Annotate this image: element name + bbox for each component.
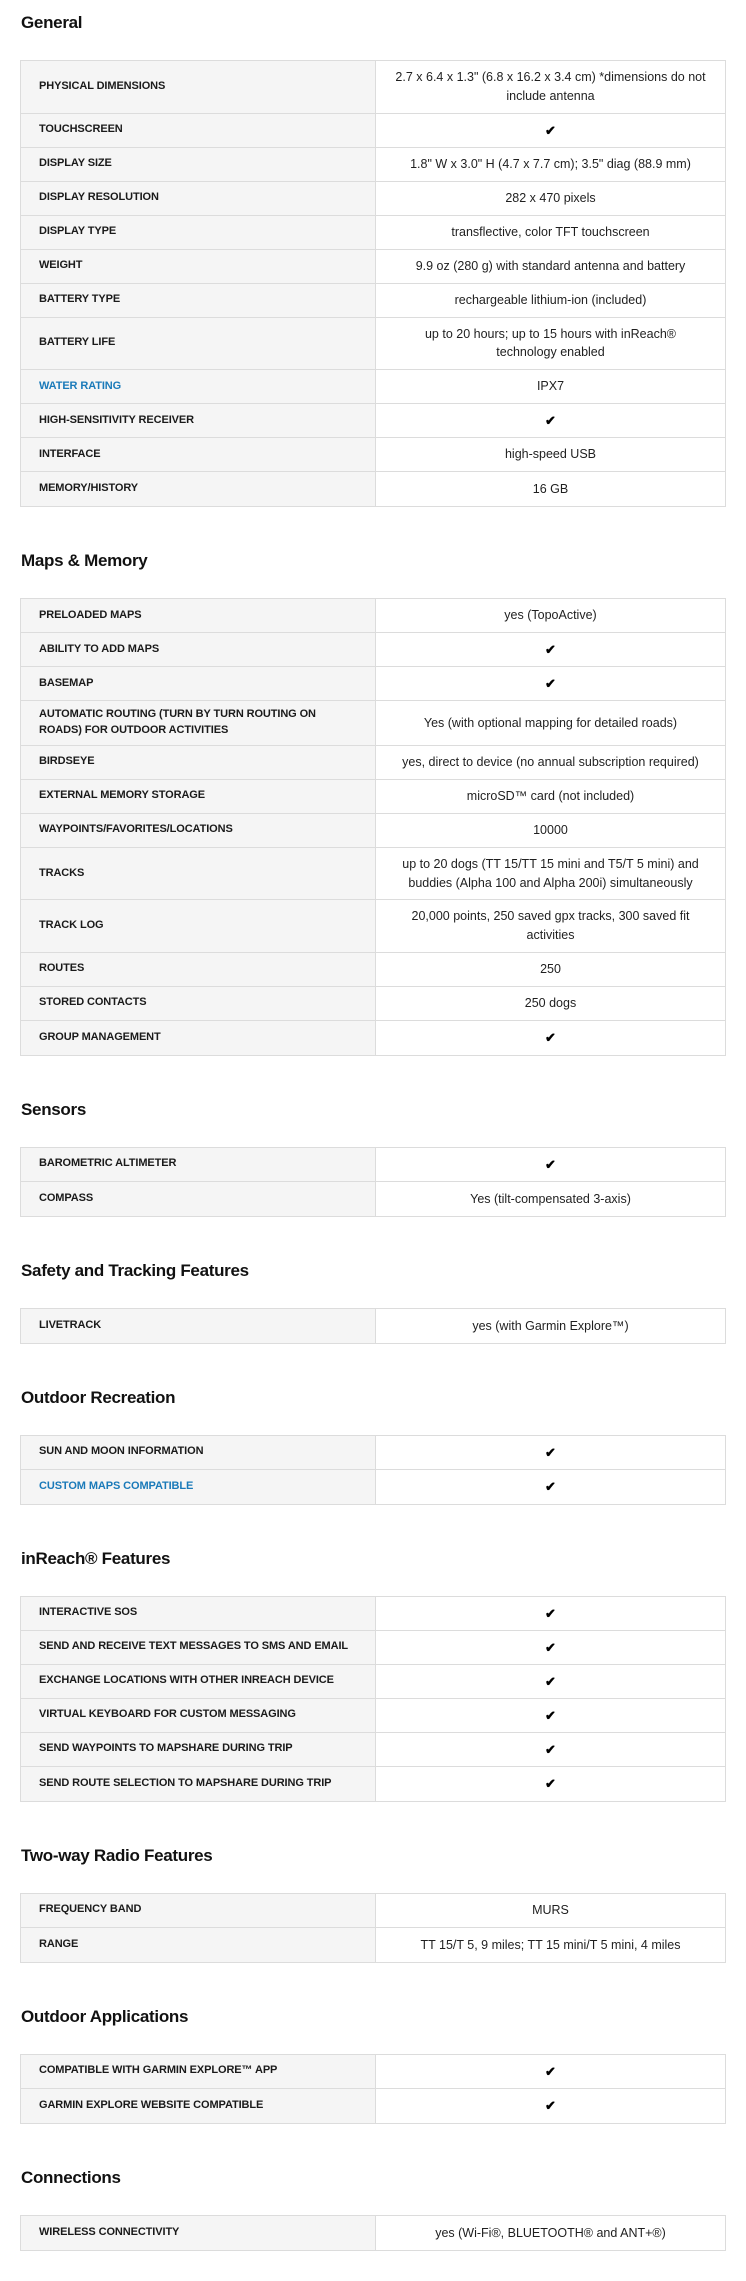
spec-row xyxy=(21,667,725,701)
spec-value-cell xyxy=(376,370,725,403)
spec-value-cell xyxy=(376,1733,725,1766)
spec-row xyxy=(21,148,725,182)
spec-row xyxy=(21,2089,725,2123)
spec-label: EXTERNAL MEMORY STORAGE xyxy=(39,789,205,802)
spec-row xyxy=(21,114,725,148)
spec-row xyxy=(21,318,725,371)
spec-row xyxy=(21,1733,725,1767)
spec-row xyxy=(21,370,725,404)
spec-row xyxy=(21,1928,725,1962)
spec-row xyxy=(21,848,725,901)
spec-table xyxy=(20,1596,726,1802)
spec-label-cell xyxy=(21,953,376,986)
spec-section xyxy=(20,1388,726,1505)
spec-value: 20,000 points, 250 saved gpx tracks, 300 saved fit activities xyxy=(411,909,690,943)
spec-table xyxy=(20,1435,726,1505)
spec-value: up to 20 hours; up to 15 hours with inReach® technology enabled xyxy=(424,326,677,360)
spec-value: 282 x 470 pixels xyxy=(505,190,596,205)
spec-section xyxy=(20,1549,726,1802)
spec-value-cell xyxy=(376,284,725,317)
spec-value-cell xyxy=(376,667,725,700)
spec-label: WAYPOINTS/FAVORITES/LOCATIONS xyxy=(39,823,233,836)
spec-label: INTERFACE xyxy=(39,447,101,460)
spec-value-cell xyxy=(376,148,725,181)
spec-value-cell xyxy=(376,1894,725,1927)
spec-label-cell xyxy=(21,216,376,249)
spec-label-link[interactable]: WATER RATING xyxy=(39,379,122,392)
spec-label-cell xyxy=(21,1182,376,1216)
check-icon: ✔ xyxy=(545,1479,556,1495)
check-icon: ✔ xyxy=(545,2063,556,2079)
spec-row xyxy=(21,701,725,746)
spec-label-cell xyxy=(21,472,376,506)
spec-value: TT 15/T 5, 9 miles; TT 15 mini/T 5 mini, 4 miles xyxy=(420,1937,681,1952)
spec-label-cell xyxy=(21,1148,376,1181)
spec-value-cell xyxy=(376,746,725,779)
spec-value-cell xyxy=(376,2055,725,2088)
spec-row xyxy=(21,404,725,438)
spec-value-cell xyxy=(376,599,725,632)
spec-value-cell xyxy=(376,318,725,370)
spec-label: TOUCHSCREEN xyxy=(39,123,123,136)
check-icon: ✔ xyxy=(545,1741,556,1757)
check-icon: ✔ xyxy=(545,1707,556,1723)
spec-row xyxy=(21,987,725,1021)
spec-section xyxy=(20,13,726,507)
spec-value-cell xyxy=(376,1309,725,1343)
spec-label-cell xyxy=(21,1597,376,1630)
spec-value-cell xyxy=(376,250,725,283)
spec-label: LIVETRACK xyxy=(39,1318,102,1331)
spec-label-cell xyxy=(21,182,376,215)
spec-label-cell xyxy=(21,667,376,700)
spec-row xyxy=(21,284,725,318)
spec-value: 9.9 oz (280 g) with standard antenna and battery xyxy=(415,258,686,273)
spec-label: BATTERY TYPE xyxy=(39,293,121,306)
spec-row xyxy=(21,599,725,633)
check-icon: ✔ xyxy=(545,1776,556,1792)
spec-label-cell xyxy=(21,250,376,283)
spec-row xyxy=(21,1182,725,1216)
check-icon: ✔ xyxy=(545,642,556,657)
spec-row xyxy=(21,1894,725,1928)
section-title: Maps & Memory xyxy=(21,551,148,570)
spec-row xyxy=(21,1767,725,1801)
spec-label-cell xyxy=(21,2089,376,2123)
spec-label-cell xyxy=(21,1928,376,1962)
spec-value: Yes (tilt-compensated 3-axis) xyxy=(470,1191,631,1206)
spec-label-cell xyxy=(21,1665,376,1698)
spec-label-cell xyxy=(21,148,376,181)
spec-label: DISPLAY RESOLUTION xyxy=(39,191,159,204)
spec-label-cell xyxy=(21,1894,376,1927)
spec-table xyxy=(20,60,726,507)
spec-label: SEND AND RECEIVE TEXT MESSAGES TO SMS AND EMAIL xyxy=(39,1640,349,1653)
spec-row xyxy=(21,250,725,284)
spec-label: BIRDSEYE xyxy=(39,755,95,768)
spec-label-cell xyxy=(21,1021,376,1055)
spec-label-cell xyxy=(21,746,376,779)
spec-label: AUTOMATIC ROUTING (TURN BY TURN ROUTING ON ROADS) FOR OUTDOOR ACTIVITIES xyxy=(39,708,316,736)
spec-section xyxy=(20,1846,726,1963)
spec-value-cell xyxy=(376,1470,725,1504)
spec-row xyxy=(21,1021,725,1055)
spec-label: PRELOADED MAPS xyxy=(39,608,142,621)
spec-value: Yes (with optional mapping for detailed roads) xyxy=(423,715,678,730)
section-title: Connections xyxy=(21,2167,121,2187)
spec-value-cell xyxy=(376,182,725,215)
spec-value: up to 20 dogs (TT 15/TT 15 mini and T5/T 5 mini) and buddies (Alpha 100 and Alpha 200i) simultaneously xyxy=(402,856,699,890)
spec-value-cell xyxy=(376,1767,725,1801)
spec-value-cell xyxy=(376,216,725,249)
spec-value-cell xyxy=(376,2216,725,2250)
spec-row xyxy=(21,61,725,114)
spec-label: ABILITY TO ADD MAPS xyxy=(39,642,160,655)
spec-row xyxy=(21,746,725,780)
spec-value: 10000 xyxy=(533,823,568,837)
spec-label: VIRTUAL KEYBOARD FOR CUSTOM MESSAGING xyxy=(39,1708,296,1721)
spec-value-cell xyxy=(376,633,725,666)
spec-table xyxy=(20,1147,726,1217)
spec-value: rechargeable lithium-ion (included) xyxy=(454,292,647,307)
spec-label: SEND ROUTE SELECTION TO MAPSHARE DURING TRIP xyxy=(39,1776,332,1789)
spec-value-cell xyxy=(376,114,725,147)
spec-value: microSD™ card (not included) xyxy=(466,789,635,803)
section-title: Two-way Radio Features xyxy=(21,1845,213,1865)
spec-label: RANGE xyxy=(39,1937,79,1950)
spec-row xyxy=(21,1699,725,1733)
spec-value: yes (TopoActive) xyxy=(504,608,597,623)
spec-value-cell xyxy=(376,814,725,847)
spec-label-cell xyxy=(21,318,376,370)
spec-row xyxy=(21,2055,725,2089)
spec-value: 2.7 x 6.4 x 1.3" (6.8 x 16.2 x 3.4 cm) *dimensions do not include antenna xyxy=(395,70,706,103)
spec-label-cell xyxy=(21,438,376,471)
spec-row xyxy=(21,472,725,506)
spec-value: MURS xyxy=(532,1903,569,1917)
spec-label: FREQUENCY BAND xyxy=(39,1903,142,1916)
spec-row xyxy=(21,216,725,250)
spec-value: yes (with Garmin Explore™) xyxy=(472,1318,629,1333)
spec-value-cell xyxy=(376,1699,725,1732)
section-title: Safety and Tracking Features xyxy=(21,1260,249,1280)
spec-label-cell xyxy=(21,61,376,113)
spec-value: 1.8" W x 3.0" H (4.7 x 7.7 cm); 3.5" diag (88.9 mm) xyxy=(410,156,691,171)
spec-label: DISPLAY TYPE xyxy=(39,225,117,238)
spec-table xyxy=(20,2054,726,2124)
spec-row xyxy=(21,780,725,814)
spec-label-cell xyxy=(21,900,376,952)
spec-value-cell xyxy=(376,1928,725,1962)
spec-row xyxy=(21,953,725,987)
check-icon: ✔ xyxy=(545,122,556,138)
spec-table xyxy=(20,598,726,1056)
spec-value-cell xyxy=(376,1021,725,1055)
spec-label: WIRELESS CONNECTIVITY xyxy=(39,2225,180,2238)
spec-label: BAROMETRIC ALTIMETER xyxy=(39,1157,177,1170)
spec-section xyxy=(20,551,726,1056)
spec-label-cell xyxy=(21,1436,376,1469)
spec-label-cell xyxy=(21,1631,376,1664)
spec-label: ROUTES xyxy=(39,962,85,975)
spec-row xyxy=(21,1148,725,1182)
spec-label-cell xyxy=(21,1767,376,1801)
spec-label-cell xyxy=(21,599,376,632)
spec-label: EXCHANGE LOCATIONS WITH OTHER INREACH DEVICE xyxy=(39,1674,334,1687)
spec-value-cell xyxy=(376,404,725,437)
spec-label: DISPLAY SIZE xyxy=(39,157,112,170)
spec-value-cell xyxy=(376,2089,725,2123)
spec-label: STORED CONTACTS xyxy=(39,996,147,1009)
check-icon: ✔ xyxy=(545,1673,556,1689)
spec-section xyxy=(20,1100,726,1217)
check-icon: ✔ xyxy=(545,1639,556,1655)
spec-label-cell xyxy=(21,2216,376,2250)
spec-value-cell xyxy=(376,1182,725,1216)
spec-value: 16 GB xyxy=(532,481,569,496)
spec-value-cell xyxy=(376,780,725,813)
spec-row xyxy=(21,1597,725,1631)
spec-value: yes, direct to device (no annual subscription required) xyxy=(402,755,699,769)
spec-value: 250 dogs xyxy=(524,996,577,1010)
check-icon: ✔ xyxy=(545,413,556,428)
spec-label-cell xyxy=(21,814,376,847)
spec-label: BATTERY LIFE xyxy=(39,336,116,349)
spec-label-cell xyxy=(21,1733,376,1766)
check-icon: ✔ xyxy=(545,2098,556,2114)
spec-value: transflective, color TFT touchscreen xyxy=(451,224,650,239)
spec-row xyxy=(21,1665,725,1699)
spec-value-cell xyxy=(376,953,725,986)
spec-label-cell xyxy=(21,780,376,813)
spec-row xyxy=(21,814,725,848)
spec-label-cell xyxy=(21,633,376,666)
spec-label-cell xyxy=(21,1309,376,1343)
spec-row xyxy=(21,1436,725,1470)
spec-label-cell xyxy=(21,848,376,900)
spec-table xyxy=(20,1308,726,1344)
spec-section xyxy=(20,2168,726,2251)
spec-label-cell xyxy=(21,987,376,1020)
spec-value-cell xyxy=(376,900,725,952)
spec-table xyxy=(20,1893,726,1963)
spec-value-cell xyxy=(376,1665,725,1698)
spec-label: PHYSICAL DIMENSIONS xyxy=(39,79,166,92)
check-icon: ✔ xyxy=(545,676,556,691)
spec-row xyxy=(21,2216,725,2250)
spec-value-cell xyxy=(376,1597,725,1630)
spec-value: IPX7 xyxy=(536,379,565,394)
section-title: General xyxy=(21,13,83,32)
spec-label: COMPASS xyxy=(39,1191,94,1204)
spec-label: GROUP MANAGEMENT xyxy=(39,1030,161,1043)
spec-label: COMPATIBLE WITH GARMIN EXPLORE™ APP xyxy=(39,2064,278,2077)
spec-value-cell xyxy=(376,472,725,506)
spec-label: INTERACTIVE SOS xyxy=(39,1606,138,1619)
spec-value: yes (Wi-Fi®, BLUETOOTH® and ANT+®) xyxy=(435,2225,666,2240)
spec-label: HIGH-SENSITIVITY RECEIVER xyxy=(39,413,194,426)
spec-label: TRACK LOG xyxy=(39,919,104,932)
spec-label: SUN AND MOON INFORMATION xyxy=(39,1445,204,1458)
spec-value: high-speed USB xyxy=(504,447,597,462)
section-title: inReach® Features xyxy=(21,1548,171,1568)
spec-value-cell xyxy=(376,1436,725,1469)
spec-label-cell xyxy=(21,2055,376,2088)
spec-label: SEND WAYPOINTS TO MAPSHARE DURING TRIP xyxy=(39,1742,293,1755)
spec-row xyxy=(21,1309,725,1343)
check-icon: ✔ xyxy=(545,1444,556,1460)
spec-label-cell xyxy=(21,114,376,147)
spec-label-cell xyxy=(21,1470,376,1504)
spec-row xyxy=(21,900,725,953)
spec-label: TRACKS xyxy=(39,866,85,879)
spec-row xyxy=(21,182,725,216)
section-title: Sensors xyxy=(21,1099,86,1119)
spec-label-cell xyxy=(21,1699,376,1732)
check-icon: ✔ xyxy=(545,1605,556,1621)
spec-label-cell xyxy=(21,370,376,403)
spec-row xyxy=(21,438,725,472)
spec-value-cell xyxy=(376,987,725,1020)
spec-label-cell xyxy=(21,701,376,745)
spec-row xyxy=(21,1470,725,1504)
spec-section xyxy=(20,2007,726,2124)
spec-label-link[interactable]: CUSTOM MAPS COMPATIBLE xyxy=(39,1479,194,1492)
section-title: Outdoor Recreation xyxy=(21,1387,176,1407)
spec-table xyxy=(20,2215,726,2251)
check-icon: ✔ xyxy=(545,1030,556,1046)
spec-label: BASEMAP xyxy=(39,676,94,689)
spec-section xyxy=(20,1261,726,1344)
spec-label: WEIGHT xyxy=(39,259,83,272)
spec-value: 250 xyxy=(540,962,561,976)
spec-row xyxy=(21,633,725,667)
spec-label-cell xyxy=(21,284,376,317)
spec-row xyxy=(21,1631,725,1665)
spec-value-cell xyxy=(376,1148,725,1181)
check-icon: ✔ xyxy=(545,1156,556,1172)
spec-value-cell xyxy=(376,61,725,113)
section-title: Outdoor Applications xyxy=(21,2006,189,2026)
spec-label: GARMIN EXPLORE WEBSITE COMPATIBLE xyxy=(39,2098,264,2111)
spec-label-cell xyxy=(21,404,376,437)
spec-value-cell xyxy=(376,701,725,745)
spec-value-cell xyxy=(376,1631,725,1664)
spec-value-cell xyxy=(376,438,725,471)
spec-value-cell xyxy=(376,848,725,900)
spec-label: MEMORY/HISTORY xyxy=(39,482,139,495)
